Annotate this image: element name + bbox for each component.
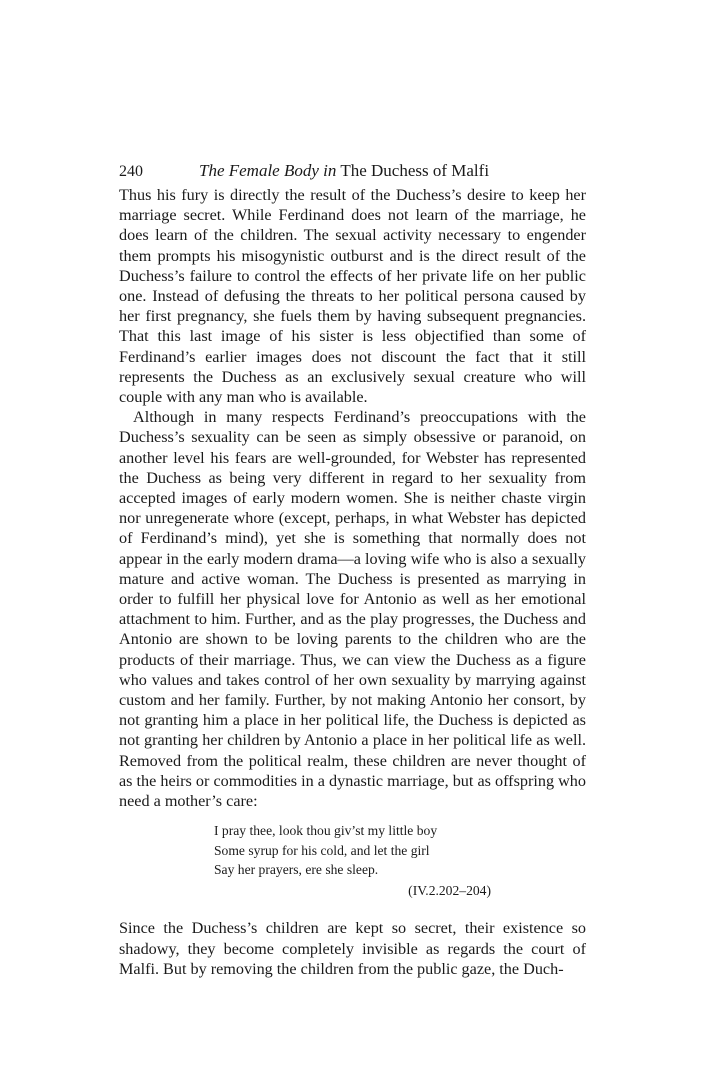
quote-citation: (IV.2.202–204): [408, 882, 491, 898]
running-title-roman: The Duchess of Malfi: [336, 161, 490, 180]
running-title: [199, 160, 489, 182]
body-text: [119, 185, 586, 979]
running-title-italic: The Female Body in: [199, 161, 337, 180]
quote-line-3: Say her prayers, ere she sleep.: [214, 862, 379, 878]
paragraph-2: Although in many respects Ferdinand’s preoccupations with the Duchess’s sexuality can be seen as simply obsessive or paranoid, on another level his fears are well-grounded, for Webster has represented the Duchess as being very different in regard to her sexuality from accepted images of early modern women. She is neither chaste virgin nor unregenerate whore (except, perhaps, in what Webster has depicted of Ferdinand’s mind), yet she is something that normally does not appear in the early modern drama—a loving wife who is also a sexually mature and active woman. The Duchess is presented as marrying in order to fulfill her physical love for Antonio as well as her emotional attachment to him. Further, and as the play progresses, the Duchess and Antonio are shown to be loving parents to the children who are the products of their marriage. Thus, we can view the Duchess as a figure who values and takes control of her own sexuality by marrying against custom and her family. Further, by not making Antonio her consort, by not granting him a place in her political life, the Duchess is depicted as not granting her children by Antonio a place in her political life as well. Removed from the political realm, these children are never thought of as the heirs or commodities in a dynastic marriage, but as offspring who need a mother’s care:: [119, 408, 586, 811]
block-quote: [214, 821, 586, 900]
quote-line-1: I pray thee, look thou giv’st my little boy: [214, 823, 438, 839]
paragraph-3: Since the Duchess’s children are kept so secret, their existence so shadowy, they become completely invisible as regards the court of Malfi. But by removing the children from the public gaze, the Duch-: [119, 919, 586, 978]
running-head: [119, 160, 586, 183]
quote-line-2: Some syrup for his cold, and let the girl: [214, 842, 430, 858]
paragraph-1: Thus his fury is directly the result of the Duchess’s desire to keep her marriage secret. While Ferdinand does not learn of the marriage, he does learn of the children. The sexual activity necessary to engender them prompts his misogynistic outburst and is the direct result of the Duchess’s failure to control the effects of her private life on her public one. Instead of defusing the threats to her political persona caused by her first pregnancy, she fuels them by having subsequent pregnancies. That this last image of his sister is less objectified than some of Ferdinand’s earlier images does not discount the fact that it still represents the Duchess as an exclusively sexual creature who will couple with any man who is available.: [119, 186, 586, 407]
book-page: [119, 160, 586, 979]
page-number: 240: [119, 163, 143, 180]
